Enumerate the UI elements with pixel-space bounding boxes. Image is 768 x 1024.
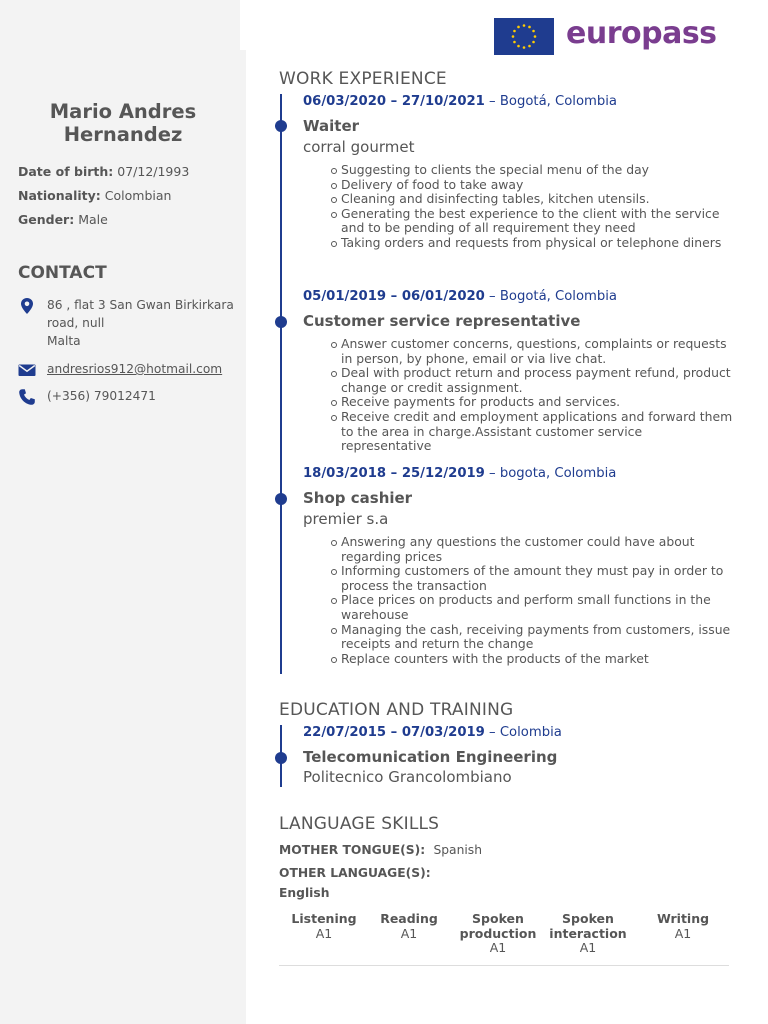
nationality-label: Nationality: [18,188,101,203]
skill-heading: Writing [656,911,710,926]
job-2-bullets [341,337,733,454]
skill-heading: Spoken [472,911,524,926]
mother-tongue-label: MOTHER TONGUE(S): [279,843,426,857]
education-school: Politecnico Grancolombiano [303,768,512,786]
mother-tongue [279,843,482,857]
job-2-dates: 05/01/2019 – 06/01/2020 [303,289,485,304]
flag-star [512,35,515,38]
education-date-line: 22/07/2015 – 07/03/2019 – Colombia [303,725,562,740]
education-degree: Telecomunication Engineering [303,748,558,766]
work-timeline [280,94,282,674]
contact-title: CONTACT [18,263,107,283]
job-3-date-line: 18/03/2018 – 25/12/2019 – bogota, Colombia [303,466,617,481]
list-item: Replace counters with the products of the market [341,652,733,667]
skill-heading: Listening [291,911,357,926]
timeline-dot [275,120,287,132]
eu-flag-icon [494,18,554,55]
list-item: Receive credit and employment applications and forward them to the area in charge.Assistant customer service representative [341,408,733,454]
flag-star [532,30,535,33]
name-line-1: Mario Andres [49,100,197,123]
sidebar [0,0,246,1024]
timeline-dot [275,316,287,328]
contact-phone [18,387,238,407]
flag-star [513,41,516,44]
list-item: Taking orders and requests from physical or telephone diners [341,236,733,251]
phone-text: (+356) 79012471 [47,389,156,403]
email-link[interactable]: andresrios912@hotmail.com [47,362,223,376]
list-item: Cleaning and disinfecting tables, kitchen utensils. [341,192,733,207]
list-item: Place prices on products and perform small functions in the warehouse [341,593,733,622]
flag-star [517,26,520,29]
skill-level: A1 [579,940,597,955]
skill-spoken-interaction [543,912,633,956]
nationality [18,188,171,203]
list-item: Delivery of food to take away [341,178,733,193]
flag-star [528,45,531,48]
envelope-icon [18,361,36,379]
job-3-dates: 18/03/2018 – 25/12/2019 [303,466,485,481]
skill-spoken-production [453,912,543,956]
skill-writing [638,912,728,941]
flag-star [528,26,531,29]
other-language-name: English [279,886,330,900]
location-pin-icon [18,297,36,315]
gender-label: Gender: [18,212,75,227]
skill-heading: Spoken [562,911,614,926]
timeline-dot [275,493,287,505]
list-item: Deal with product return and process payment refund, product change or credit assignment. [341,366,733,395]
contact-address [18,296,238,350]
flag-star [523,46,526,49]
job-1-employer: corral gourmet [303,138,415,156]
date-of-birth-label: Date of birth: [18,164,114,179]
job-3-title: Shop cashier [303,489,413,507]
flag-star [532,41,535,44]
sidebar-notch [240,0,246,50]
skill-level: A1 [489,940,507,955]
list-item: Answering any questions the customer could have about regarding prices [341,535,733,564]
list-item: Managing the cash, receiving payments from customers, issue receipts and return the change [341,623,733,652]
skill-heading: Reading [380,911,438,926]
job-3-bullets [341,535,733,666]
job-2-date-line: 05/01/2019 – 06/01/2020 – Bogotá, Colombia [303,289,618,304]
language-skills-title: LANGUAGE SKILLS [279,814,440,834]
flag-star [517,45,520,48]
list-item: Answer customer concerns, questions, complaints or requests in person, by phone, email or via live chat. [341,337,733,366]
education-location: Colombia [499,725,562,740]
skill-level: A1 [674,925,692,941]
job-1-title: Waiter [303,117,360,135]
skill-heading-2: interaction [549,925,627,941]
skill-listening [279,912,369,941]
job-2-title: Customer service representative [303,312,581,330]
skill-reading [364,912,454,941]
gender [18,212,108,227]
logo-text: europass [566,16,717,51]
address-line-1: 86 , flat 3 San Gwan Birkirkara [47,298,234,312]
list-item: Generating the best experience to the client with the service and to be pending of all requirement they need [341,207,733,236]
job-3-location: bogota, Colombia [499,466,617,481]
flag-star [513,30,516,33]
education-title: EDUCATION AND TRAINING [279,700,514,720]
job-2-location: Bogotá, Colombia [499,289,618,304]
language-skills-table [279,912,729,966]
gender-value: Male [78,212,108,227]
timeline-dot [275,752,287,764]
skill-level: A1 [315,925,333,941]
job-1-date-line: 06/03/2020 – 27/10/2021 – Bogotá, Colombia [303,94,618,109]
name-line-2: Hernandez [63,123,183,146]
address-line-2: road, null [47,316,105,330]
list-item: Receive payments for products and services. [341,395,733,410]
date-of-birth [18,164,189,179]
flag-star [534,35,537,38]
other-languages-label: OTHER LANGUAGE(S): [279,866,431,880]
person-name [0,100,246,146]
flag-star [523,24,526,27]
job-1-location: Bogotá, Colombia [499,94,618,109]
work-experience-title: WORK EXPERIENCE [279,69,447,89]
address-line-3: Malta [47,334,81,348]
list-item: Informing customers of the amount they must pay in order to process the transaction [341,564,733,593]
job-1-bullets [341,163,733,251]
job-3-employer: premier s.a [303,510,389,528]
nationality-value: Colombian [104,188,172,203]
date-of-birth-value: 07/12/1993 [117,164,190,179]
phone-icon [18,388,36,406]
skill-heading-2: production [459,925,537,941]
skill-level: A1 [400,925,418,941]
job-1-dates: 06/03/2020 – 27/10/2021 [303,94,485,109]
education-dates: 22/07/2015 – 07/03/2019 [303,725,485,740]
contact-email[interactable] [18,360,238,380]
list-item: Suggesting to clients the special menu of the day [341,163,733,178]
mother-tongue-value: Spanish [433,843,482,857]
address-text [47,296,237,350]
